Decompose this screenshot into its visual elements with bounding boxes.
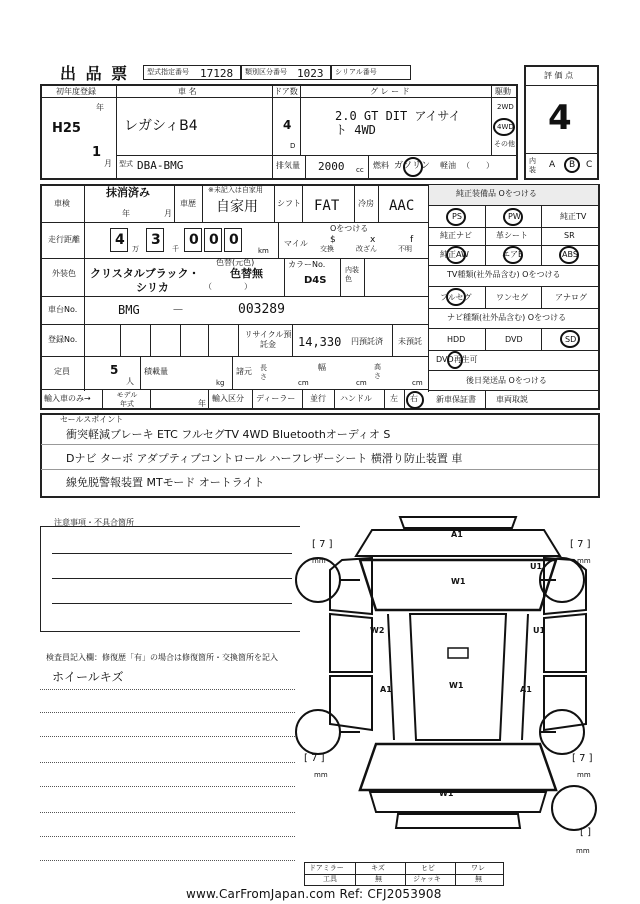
car-name-label: 車 名 bbox=[178, 87, 197, 96]
grade-line-2: ト 4WD bbox=[335, 123, 376, 137]
chassis-prefix: BMG bbox=[118, 303, 140, 317]
height-label: 高さ bbox=[374, 363, 381, 380]
recycle-deposited: 円預託済 bbox=[351, 337, 383, 346]
watermark: www.CarFromJapan.com Ref: CFJ2053908 bbox=[186, 887, 442, 901]
legend-scratch: キズ bbox=[371, 864, 385, 872]
tread-front-left: [ 7 ] bbox=[312, 539, 333, 550]
equip-navi: 純正ナビ bbox=[440, 231, 472, 240]
model-value: DBA-BMG bbox=[137, 159, 184, 172]
tv-fullseg: フルセグ bbox=[440, 293, 472, 302]
equipment-title: 純正装備品 Oをつける bbox=[456, 189, 537, 198]
equip-tv: 純正TV bbox=[560, 212, 587, 221]
legend-dent: ワレ bbox=[471, 864, 485, 872]
sales-points-line-1: 衝突軽減ブレーキ ETC フルセグTV 4WD Bluetoothオーディオ S bbox=[66, 428, 391, 441]
recycle-value: 14,330 bbox=[298, 335, 342, 349]
fuel-light-oil: 軽油 bbox=[440, 161, 456, 170]
damage-hood: A1 bbox=[451, 530, 463, 539]
damage-rear-window: W1 bbox=[439, 789, 454, 798]
history-label: 車歴 bbox=[180, 199, 196, 208]
width-label: 幅 bbox=[318, 363, 326, 372]
damage-right-front: U1 bbox=[530, 562, 543, 571]
fuel-gasoline: ガソリン bbox=[394, 161, 431, 171]
mileage-unit-sen: 千 bbox=[172, 245, 179, 253]
legend-jack: ジャッキ bbox=[413, 875, 441, 883]
displacement-label: 排気量 bbox=[276, 161, 300, 170]
load-label: 積載量 bbox=[144, 367, 168, 376]
equip-aw: 純正AW bbox=[440, 250, 469, 259]
interior-label: 内装 bbox=[529, 157, 536, 174]
tv-analog: アナログ bbox=[555, 293, 587, 302]
shift-value: FAT bbox=[314, 198, 340, 214]
model-label: 型式 bbox=[119, 160, 133, 168]
fuel-label: 燃料 bbox=[373, 161, 389, 170]
category-label: 類別区分番号 bbox=[245, 68, 287, 76]
doors-label: ドア数 bbox=[274, 87, 298, 96]
mileage-unknown: 不明 bbox=[398, 245, 412, 253]
navi-type-title: ナビ種類(社外品含む) Oをつける bbox=[447, 313, 567, 322]
capacity-label: 定員 bbox=[54, 367, 70, 376]
height-unit: cm bbox=[412, 379, 423, 387]
registration-label: 登録No. bbox=[48, 335, 78, 344]
equip-sr: SR bbox=[564, 231, 575, 240]
model-year-label: モデル年式 bbox=[116, 391, 138, 408]
tv-oneseg: ワンセグ bbox=[496, 293, 528, 302]
sales-points-line-2: Dナビ ターボ アダプティブコントロール ハーフレザーシート 横滑り防止装置 車 bbox=[66, 452, 463, 465]
mileage-digit: 0 bbox=[189, 232, 199, 248]
damage-roof: W1 bbox=[449, 681, 464, 690]
drive-4wd: 4WD bbox=[497, 123, 514, 131]
import-parallel: 並行 bbox=[310, 394, 326, 403]
tread-spare: [ ] bbox=[580, 827, 591, 838]
interior-c: C bbox=[586, 160, 593, 170]
damage-right-rear-door: A1 bbox=[520, 685, 532, 694]
doors-value: 4 bbox=[283, 118, 292, 132]
ac-label: 冷房 bbox=[358, 199, 374, 208]
inspector-note: ホイールキズ bbox=[52, 670, 124, 684]
handle-left: 左 bbox=[390, 394, 398, 403]
mileage-label: 走行距離 bbox=[48, 235, 80, 244]
model-year-suffix: 年 bbox=[198, 399, 206, 408]
drive-2wd: 2WD bbox=[497, 103, 514, 111]
caution-label: 注意事項・不具合箇所 bbox=[54, 518, 134, 527]
capacity-unit: 人 bbox=[126, 377, 134, 386]
legend-tool: 工具 bbox=[323, 875, 337, 883]
tread-spare-unit: mm bbox=[576, 847, 590, 855]
category-value: 1023 bbox=[297, 67, 324, 80]
color-note: 色替(元色) bbox=[216, 258, 255, 267]
first-reg-year: H25 bbox=[52, 121, 81, 136]
rating-value: 4 bbox=[548, 98, 572, 138]
doors-suffix: D bbox=[290, 142, 296, 150]
color-line-2: シリカ bbox=[136, 281, 169, 294]
equip-pw: PW bbox=[508, 212, 521, 221]
mileage-unit-km: km bbox=[258, 247, 269, 255]
ac-value: AAC bbox=[389, 198, 415, 214]
color-line-1: クリスタルブラック・ bbox=[90, 267, 200, 280]
color-label: 外装色 bbox=[52, 269, 76, 278]
color-paren: （ ） bbox=[204, 282, 252, 291]
inspection-month-suffix: 月 bbox=[164, 209, 172, 218]
capacity-value: 5 bbox=[110, 363, 119, 377]
mileage-mark-f: f bbox=[410, 235, 414, 245]
later-manual: 車両取説 bbox=[496, 395, 528, 404]
inspection-value: 抹消済み bbox=[106, 186, 150, 199]
interior-a: A bbox=[549, 160, 556, 170]
import-dealer: ディーラー bbox=[256, 394, 296, 403]
length-label: 長さ bbox=[260, 364, 267, 381]
damage-left-front-door: W2 bbox=[370, 626, 385, 635]
damage-left-rear-door: A1 bbox=[380, 685, 392, 694]
damage-right-front-door: U1 bbox=[533, 626, 546, 635]
tread-rear-right-unit: mm bbox=[577, 771, 591, 779]
grade-label: グ レ ー ド bbox=[370, 87, 410, 96]
handle-label: ハンドル bbox=[340, 394, 372, 403]
first-reg-label: 初年度登録 bbox=[56, 87, 96, 96]
import-division-label: 輸入区分 bbox=[212, 394, 244, 403]
chassis-label: 車台No. bbox=[48, 305, 78, 314]
interior-b: B bbox=[569, 160, 576, 170]
model-designation-label: 型式指定番号 bbox=[147, 68, 189, 76]
inspector-label: 検査員記入欄：修復歴「有」の場合は修復箇所・交換箇所を記入 bbox=[46, 653, 278, 662]
equip-leather: 革シート bbox=[496, 231, 528, 240]
sales-points-label: セールスポイント bbox=[60, 415, 124, 424]
legend-table bbox=[304, 862, 504, 886]
tv-type-title: TV種類(社外品含む) Oをつける bbox=[447, 270, 561, 279]
mileage-unit-man: 万 bbox=[132, 245, 139, 253]
equip-airbag: エアB bbox=[502, 250, 524, 259]
mileage-digit: 0 bbox=[209, 232, 219, 248]
car-name: レガシィB4 bbox=[124, 118, 198, 134]
first-reg-year-suffix: 年 bbox=[96, 103, 104, 112]
color-change: 色替無 bbox=[230, 267, 263, 280]
tread-rear-left-unit: mm bbox=[314, 771, 328, 779]
navi-dvd-playback: DVD再生可 bbox=[436, 355, 478, 364]
navi-dvd: DVD bbox=[505, 335, 523, 344]
legend-mirror: ドアミラー bbox=[309, 864, 344, 872]
legend-crack: ヒビ bbox=[421, 864, 435, 872]
drive-label: 駆動 bbox=[495, 87, 511, 96]
mileage-mark-dollar: $ bbox=[330, 235, 336, 245]
displacement-value: 2000 bbox=[318, 160, 345, 173]
first-reg-month: 1 bbox=[92, 145, 102, 160]
load-unit: kg bbox=[216, 379, 225, 387]
equip-abs: ABS bbox=[562, 250, 578, 259]
inspection-year-suffix: 年 bbox=[122, 209, 130, 218]
tread-rear-left: [ 7 ] bbox=[304, 753, 325, 764]
tread-front-left-unit: mm bbox=[312, 557, 326, 565]
handle-right: 右 bbox=[410, 394, 418, 403]
mileage-digit: 4 bbox=[115, 232, 125, 248]
history-note: ※未記入は自家用 bbox=[208, 186, 263, 194]
fuel-other: （ ） bbox=[462, 161, 494, 170]
recycle-label: リサイクル預託金 bbox=[244, 330, 292, 349]
navi-hdd: HDD bbox=[447, 335, 466, 344]
interior-color-label: 内装色 bbox=[345, 266, 359, 283]
tread-rear-right: [ 7 ] bbox=[572, 753, 593, 764]
vehicle-inspection-label: 車検 bbox=[54, 199, 70, 208]
model-designation-value: 17128 bbox=[200, 67, 234, 80]
color-no-label: カラーNo. bbox=[288, 260, 326, 269]
length-unit: cm bbox=[298, 379, 309, 387]
serial-label: シリアル番号 bbox=[335, 68, 377, 76]
later-shipping-title: 後日発送品 Oをつける bbox=[466, 376, 547, 385]
equip-ps: PS bbox=[452, 212, 462, 221]
mileage-mile: マイル bbox=[284, 239, 308, 248]
mileage-mark-x: x bbox=[370, 235, 376, 245]
mileage-digit: 3 bbox=[151, 232, 161, 248]
tread-front-right-unit: mm bbox=[577, 557, 591, 565]
mileage-altered: 改ざん bbox=[356, 245, 377, 253]
dimension-label: 諸元 bbox=[236, 367, 252, 376]
mileage-digit: 0 bbox=[229, 232, 239, 248]
sales-points-line-3: 線免脱警報装置 MTモード オートライト bbox=[66, 476, 265, 489]
mileage-circle-label: Oをつける bbox=[330, 224, 369, 233]
legend-tool-value: 無 bbox=[375, 875, 382, 883]
color-no: D4S bbox=[304, 275, 327, 286]
mileage-exchanged: 交換 bbox=[320, 245, 334, 253]
tread-front-right: [ 7 ] bbox=[570, 539, 591, 550]
width-unit: cm bbox=[356, 379, 367, 387]
recycle-not-deposited: 未預託 bbox=[398, 337, 422, 346]
chassis-number: 003289 bbox=[238, 302, 285, 317]
legend-jack-value: 無 bbox=[475, 875, 482, 883]
chassis-dash: － bbox=[172, 303, 185, 317]
shift-label: シフト bbox=[277, 199, 301, 208]
import-label: 輸入車のみ→ bbox=[44, 394, 91, 403]
page-title: 出 品 票 bbox=[60, 64, 130, 83]
rating-label: 評 価 点 bbox=[544, 71, 574, 80]
drive-other: その他 bbox=[494, 140, 515, 148]
history-value: 自家用 bbox=[216, 199, 258, 215]
grade-line-1: 2.0 GT DIT アイサイ bbox=[335, 109, 461, 123]
damage-windshield: W1 bbox=[451, 577, 466, 586]
navi-sd: SD bbox=[565, 335, 577, 344]
displacement-unit: cc bbox=[356, 166, 364, 174]
first-reg-month-suffix: 月 bbox=[104, 159, 112, 168]
later-warranty: 新車保証書 bbox=[436, 395, 476, 404]
